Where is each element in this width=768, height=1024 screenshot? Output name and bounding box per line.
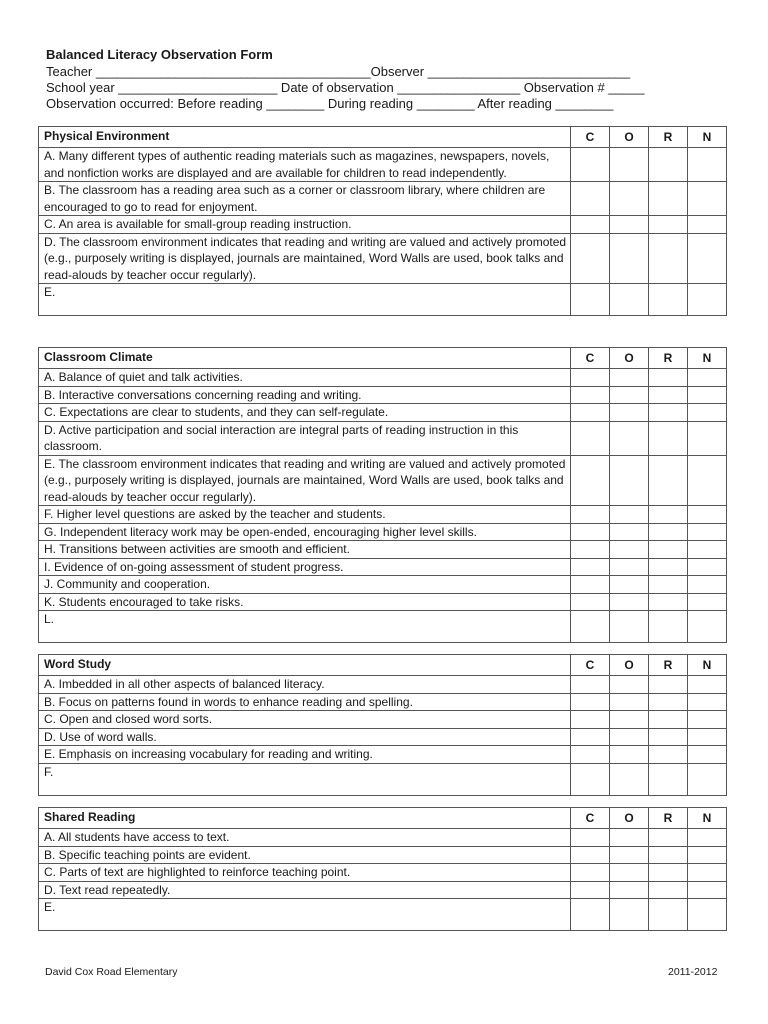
item-text: D. Use of word walls. <box>39 728 571 746</box>
column-o-header: O <box>610 348 649 369</box>
n-mark-cell[interactable] <box>688 523 727 541</box>
o-mark-cell[interactable] <box>610 576 649 594</box>
table-row <box>39 881 727 899</box>
table-row <box>39 728 727 746</box>
r-mark-cell[interactable] <box>649 541 688 559</box>
n-mark-cell[interactable] <box>688 386 727 404</box>
item-text: B. Focus on patterns found in words to enhance reading and spelling. <box>39 693 571 711</box>
n-mark-cell[interactable] <box>688 506 727 524</box>
column-c-header: C <box>571 348 610 369</box>
c-mark-cell[interactable] <box>571 728 610 746</box>
o-mark-cell[interactable] <box>610 182 649 216</box>
item-text: A. All students have access to text. <box>39 829 571 847</box>
c-mark-cell[interactable] <box>571 711 610 729</box>
item-text: E. <box>39 284 571 316</box>
c-mark-cell[interactable] <box>571 829 610 847</box>
c-mark-cell[interactable] <box>571 523 610 541</box>
r-mark-cell[interactable] <box>649 506 688 524</box>
table-row <box>39 676 727 694</box>
n-mark-cell[interactable] <box>688 233 727 284</box>
column-r-header: R <box>649 808 688 829</box>
r-mark-cell[interactable] <box>649 728 688 746</box>
r-mark-cell[interactable] <box>649 829 688 847</box>
section-header-row <box>39 655 727 676</box>
r-mark-cell[interactable] <box>649 233 688 284</box>
n-mark-cell[interactable] <box>688 558 727 576</box>
o-mark-cell[interactable] <box>610 216 649 234</box>
o-mark-cell[interactable] <box>610 284 649 316</box>
table-row <box>39 899 727 931</box>
o-mark-cell[interactable] <box>610 593 649 611</box>
item-text: D. Active participation and social interaction are integral parts of reading instruction in this classroom. <box>39 421 571 455</box>
column-r-header: R <box>649 127 688 148</box>
item-text: G. Independent literacy work may be open-ended, encouraging higher level skills. <box>39 523 571 541</box>
c-mark-cell[interactable] <box>571 576 610 594</box>
table-row <box>39 829 727 847</box>
n-mark-cell[interactable] <box>688 829 727 847</box>
c-mark-cell[interactable] <box>571 746 610 764</box>
o-mark-cell[interactable] <box>610 541 649 559</box>
n-mark-cell[interactable] <box>688 763 727 795</box>
table-row <box>39 611 727 643</box>
school-year-date-line: School year ______________________ Date of observation _________________ Observation # _____ <box>46 80 645 95</box>
c-mark-cell[interactable] <box>571 455 610 506</box>
n-mark-cell[interactable] <box>688 746 727 764</box>
column-n-header: N <box>688 655 727 676</box>
item-text: C. Open and closed word sorts. <box>39 711 571 729</box>
footer-school-year: 2011-2012 <box>668 966 718 978</box>
o-mark-cell[interactable] <box>610 728 649 746</box>
n-mark-cell[interactable] <box>688 864 727 882</box>
o-mark-cell[interactable] <box>610 829 649 847</box>
c-mark-cell[interactable] <box>571 182 610 216</box>
c-mark-cell[interactable] <box>571 386 610 404</box>
o-mark-cell[interactable] <box>610 386 649 404</box>
column-c-header: C <box>571 127 610 148</box>
r-mark-cell[interactable] <box>649 148 688 182</box>
c-mark-cell[interactable] <box>571 506 610 524</box>
r-mark-cell[interactable] <box>649 558 688 576</box>
form-title: Balanced Literacy Observation Form <box>46 47 273 62</box>
r-mark-cell[interactable] <box>649 899 688 931</box>
column-r-header: R <box>649 655 688 676</box>
c-mark-cell[interactable] <box>571 233 610 284</box>
n-mark-cell[interactable] <box>688 676 727 694</box>
n-mark-cell[interactable] <box>688 693 727 711</box>
r-mark-cell[interactable] <box>649 216 688 234</box>
r-mark-cell[interactable] <box>649 746 688 764</box>
item-text: B. Specific teaching points are evident. <box>39 846 571 864</box>
column-o-header: O <box>610 808 649 829</box>
c-mark-cell[interactable] <box>571 899 610 931</box>
table-row <box>39 455 727 506</box>
item-text: A. Balance of quiet and talk activities. <box>39 369 571 387</box>
item-text: E. <box>39 899 571 931</box>
o-mark-cell[interactable] <box>610 369 649 387</box>
column-c-header: C <box>571 808 610 829</box>
c-mark-cell[interactable] <box>571 541 610 559</box>
item-text: A. Imbedded in all other aspects of balanced literacy. <box>39 676 571 694</box>
column-n-header: N <box>688 127 727 148</box>
column-c-header: C <box>571 655 610 676</box>
n-mark-cell[interactable] <box>688 593 727 611</box>
item-text: C. An area is available for small-group reading instruction. <box>39 216 571 234</box>
n-mark-cell[interactable] <box>688 369 727 387</box>
table-row <box>39 711 727 729</box>
table-row <box>39 763 727 795</box>
n-mark-cell[interactable] <box>688 182 727 216</box>
item-text: E. The classroom environment indicates that reading and writing are valued and actively promoted (e.g., purposely writing is displayed, journals are maintained, Word Walls are used, book talks and read-alouds by teacher occur regularly). <box>39 455 571 506</box>
r-mark-cell[interactable] <box>649 881 688 899</box>
column-r-header: R <box>649 348 688 369</box>
n-mark-cell[interactable] <box>688 148 727 182</box>
n-mark-cell[interactable] <box>688 899 727 931</box>
table-row <box>39 421 727 455</box>
r-mark-cell[interactable] <box>649 593 688 611</box>
section-title: Word Study <box>39 655 571 676</box>
c-mark-cell[interactable] <box>571 676 610 694</box>
c-mark-cell[interactable] <box>571 611 610 643</box>
section-header-row <box>39 348 727 369</box>
r-mark-cell[interactable] <box>649 455 688 506</box>
o-mark-cell[interactable] <box>610 676 649 694</box>
r-mark-cell[interactable] <box>649 182 688 216</box>
r-mark-cell[interactable] <box>649 523 688 541</box>
item-text: L. <box>39 611 571 643</box>
o-mark-cell[interactable] <box>610 611 649 643</box>
table-row <box>39 693 727 711</box>
o-mark-cell[interactable] <box>610 846 649 864</box>
r-mark-cell[interactable] <box>649 693 688 711</box>
item-text: J. Community and cooperation. <box>39 576 571 594</box>
c-mark-cell[interactable] <box>571 284 610 316</box>
item-text: B. Interactive conversations concerning reading and writing. <box>39 386 571 404</box>
c-mark-cell[interactable] <box>571 693 610 711</box>
item-text: E. Emphasis on increasing vocabulary for reading and writing. <box>39 746 571 764</box>
o-mark-cell[interactable] <box>610 899 649 931</box>
c-mark-cell[interactable] <box>571 369 610 387</box>
o-mark-cell[interactable] <box>610 404 649 422</box>
table-row <box>39 216 727 234</box>
table-row <box>39 576 727 594</box>
n-mark-cell[interactable] <box>688 846 727 864</box>
column-n-header: N <box>688 348 727 369</box>
n-mark-cell[interactable] <box>688 728 727 746</box>
n-mark-cell[interactable] <box>688 711 727 729</box>
table-row <box>39 523 727 541</box>
n-mark-cell[interactable] <box>688 421 727 455</box>
item-text: F. Higher level questions are asked by the teacher and students. <box>39 506 571 524</box>
item-text: K. Students encouraged to take risks. <box>39 593 571 611</box>
c-mark-cell[interactable] <box>571 881 610 899</box>
c-mark-cell[interactable] <box>571 216 610 234</box>
c-mark-cell[interactable] <box>571 404 610 422</box>
observation-occurred-line: Observation occurred: Before reading ________ During reading ________ After reading ________ <box>46 96 614 111</box>
item-text: B. The classroom has a reading area such as a corner or classroom library, where children are encouraged to go to read for enjoyment. <box>39 182 571 216</box>
n-mark-cell[interactable] <box>688 576 727 594</box>
table-row <box>39 233 727 284</box>
column-n-header: N <box>688 808 727 829</box>
column-o-header: O <box>610 127 649 148</box>
o-mark-cell[interactable] <box>610 693 649 711</box>
o-mark-cell[interactable] <box>610 148 649 182</box>
item-text: D. Text read repeatedly. <box>39 881 571 899</box>
n-mark-cell[interactable] <box>688 881 727 899</box>
o-mark-cell[interactable] <box>610 763 649 795</box>
r-mark-cell[interactable] <box>649 711 688 729</box>
section-table <box>38 126 727 316</box>
o-mark-cell[interactable] <box>610 233 649 284</box>
table-row <box>39 558 727 576</box>
r-mark-cell[interactable] <box>649 846 688 864</box>
r-mark-cell[interactable] <box>649 386 688 404</box>
section-title: Shared Reading <box>39 808 571 829</box>
r-mark-cell[interactable] <box>649 611 688 643</box>
table-row <box>39 182 727 216</box>
r-mark-cell[interactable] <box>649 369 688 387</box>
n-mark-cell[interactable] <box>688 541 727 559</box>
c-mark-cell[interactable] <box>571 421 610 455</box>
section-table <box>38 807 727 931</box>
section-table <box>38 654 727 796</box>
n-mark-cell[interactable] <box>688 284 727 316</box>
table-row <box>39 404 727 422</box>
teacher-observer-line: Teacher ______________________________________Observer ____________________________ <box>46 64 631 79</box>
table-row <box>39 386 727 404</box>
c-mark-cell[interactable] <box>571 593 610 611</box>
o-mark-cell[interactable] <box>610 711 649 729</box>
item-text: C. Expectations are clear to students, and they can self-regulate. <box>39 404 571 422</box>
o-mark-cell[interactable] <box>610 558 649 576</box>
item-text: C. Parts of text are highlighted to reinforce teaching point. <box>39 864 571 882</box>
o-mark-cell[interactable] <box>610 746 649 764</box>
table-row <box>39 846 727 864</box>
table-row <box>39 541 727 559</box>
o-mark-cell[interactable] <box>610 455 649 506</box>
table-row <box>39 746 727 764</box>
c-mark-cell[interactable] <box>571 558 610 576</box>
section-table <box>38 347 727 643</box>
item-text: H. Transitions between activities are smooth and efficient. <box>39 541 571 559</box>
table-row <box>39 593 727 611</box>
table-row <box>39 864 727 882</box>
r-mark-cell[interactable] <box>649 284 688 316</box>
table-row <box>39 148 727 182</box>
n-mark-cell[interactable] <box>688 611 727 643</box>
item-text: F. <box>39 763 571 795</box>
n-mark-cell[interactable] <box>688 216 727 234</box>
c-mark-cell[interactable] <box>571 846 610 864</box>
table-row <box>39 284 727 316</box>
r-mark-cell[interactable] <box>649 404 688 422</box>
o-mark-cell[interactable] <box>610 864 649 882</box>
r-mark-cell[interactable] <box>649 864 688 882</box>
r-mark-cell[interactable] <box>649 763 688 795</box>
c-mark-cell[interactable] <box>571 864 610 882</box>
c-mark-cell[interactable] <box>571 148 610 182</box>
o-mark-cell[interactable] <box>610 881 649 899</box>
o-mark-cell[interactable] <box>610 523 649 541</box>
table-row <box>39 506 727 524</box>
n-mark-cell[interactable] <box>688 455 727 506</box>
r-mark-cell[interactable] <box>649 421 688 455</box>
o-mark-cell[interactable] <box>610 506 649 524</box>
r-mark-cell[interactable] <box>649 576 688 594</box>
o-mark-cell[interactable] <box>610 421 649 455</box>
section-header-row <box>39 808 727 829</box>
section-title: Physical Environment <box>39 127 571 148</box>
item-text: I. Evidence of on-going assessment of student progress. <box>39 558 571 576</box>
table-row <box>39 369 727 387</box>
section-header-row <box>39 127 727 148</box>
item-text: A. Many different types of authentic reading materials such as magazines, newspapers, novels, and nonfiction works are displayed and are available for children to read independently. <box>39 148 571 182</box>
c-mark-cell[interactable] <box>571 763 610 795</box>
section-title: Classroom Climate <box>39 348 571 369</box>
n-mark-cell[interactable] <box>688 404 727 422</box>
column-o-header: O <box>610 655 649 676</box>
item-text: D. The classroom environment indicates that reading and writing are valued and actively promoted (e.g., purposely writing is displayed, journals are maintained, Word Walls are used, book talks and read-alouds by teacher occur regularly). <box>39 233 571 284</box>
footer-school-name: David Cox Road Elementary <box>45 966 178 978</box>
r-mark-cell[interactable] <box>649 676 688 694</box>
